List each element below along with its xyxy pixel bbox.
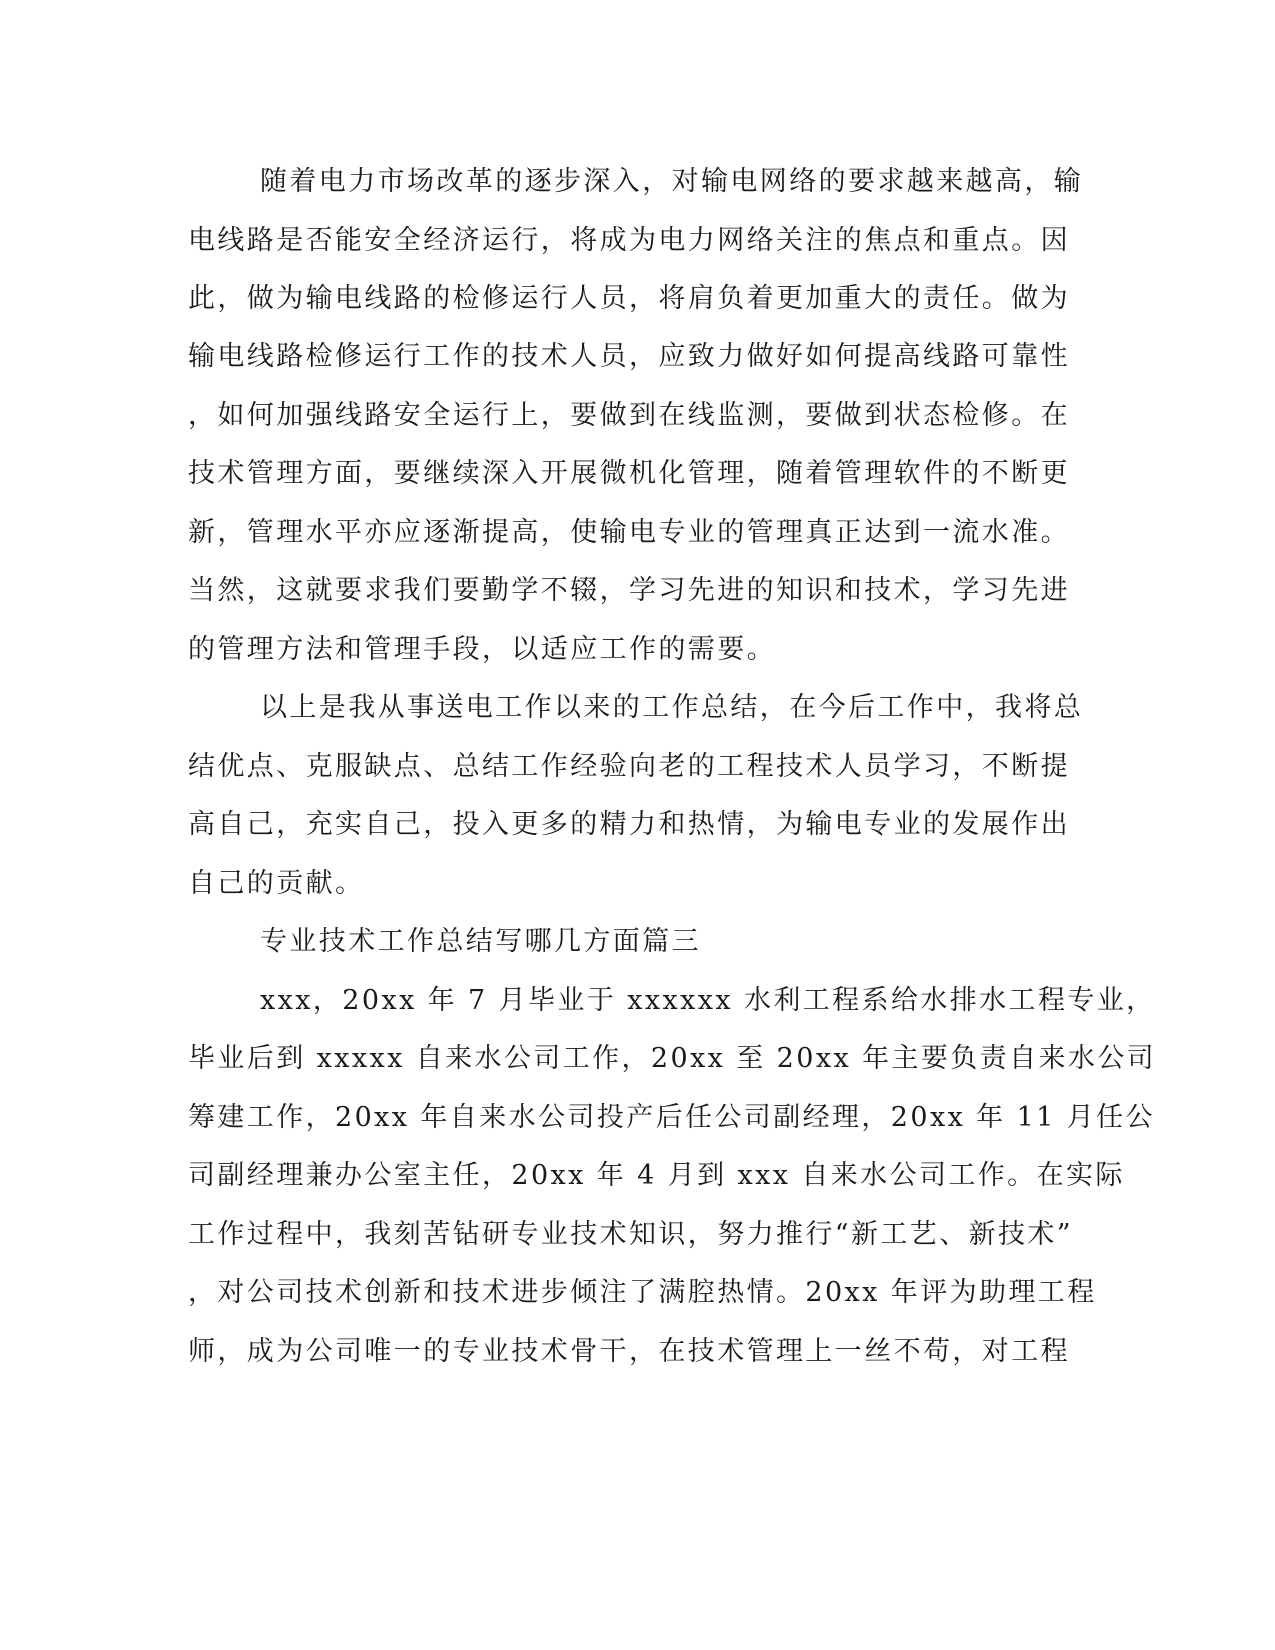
paragraph-line: 结优点、克服缺点、总结工作经验向老的工程技术人员学习，不断提 — [188, 751, 1070, 782]
paragraph-line: 司副经理兼办公室主任，20xx 年 4 月到 xxx 自来水公司工作。在实际 — [188, 1160, 1125, 1191]
paragraph-line: 工作过程中，我刻苦钻研专业技术知识，努力推行“新工艺、新技术” — [188, 1219, 1074, 1250]
paragraph-line: 自己的贡献。 — [188, 868, 365, 899]
paragraph-line: 新，管理水平亦应逐渐提高，使输电专业的管理真正达到一流水准。 — [188, 517, 1070, 548]
paragraph-line: 毕业后到 xxxxx 自来水公司工作，20xx 至 20xx 年主要负责自来水公司 — [188, 1043, 1157, 1074]
paragraph-line: 当然，这就要求我们要勤学不辍，学习先进的知识和技术，学习先进 — [188, 575, 1070, 606]
paragraph-line: 师，成为公司唯一的专业技术骨干，在技术管理上一丝不苟，对工程 — [188, 1336, 1070, 1367]
paragraph-line: 技术管理方面，要继续深入开展微机化管理，随着管理软件的不断更 — [188, 458, 1070, 489]
paragraph-line: ，如何加强线路安全运行上，要做到在线监测，要做到状态检修。在 — [188, 400, 1070, 431]
paragraph-line: 高自己，充实自己，投入更多的精力和热情，为输电专业的发展作出 — [188, 809, 1070, 840]
paragraph-line: 输电线路检修运行工作的技术人员，应致力做好如何提高线路可靠性 — [188, 341, 1070, 372]
paragraph-line: xxx，20xx 年 7 月毕业于 xxxxxx 水利工程系给水排水工程专业， — [260, 985, 1156, 1016]
paragraph-line: 随着电力市场改革的逐步深入，对输电网络的要求越来越高，输 — [260, 166, 1084, 197]
paragraph-line: 筹建工作，20xx 年自来水公司投产后任公司副经理，20xx 年 11 月任公 — [188, 1102, 1155, 1133]
section-heading: 专业技术工作总结写哪几方面篇三 — [260, 926, 701, 957]
paragraph-line: 此，做为输电线路的检修运行人员，将肩负着更加重大的责任。做为 — [188, 283, 1070, 314]
paragraph-line: ，对公司技术创新和技术进步倾注了满腔热情。20xx 年评为助理工程 — [188, 1277, 1097, 1308]
paragraph-line: 的管理方法和管理手段，以适应工作的需要。 — [188, 634, 776, 665]
paragraph-line: 电线路是否能安全经济运行，将成为电力网络关注的焦点和重点。因 — [188, 225, 1070, 256]
paragraph-line: 以上是我从事送电工作以来的工作总结，在今后工作中，我将总 — [260, 692, 1084, 723]
